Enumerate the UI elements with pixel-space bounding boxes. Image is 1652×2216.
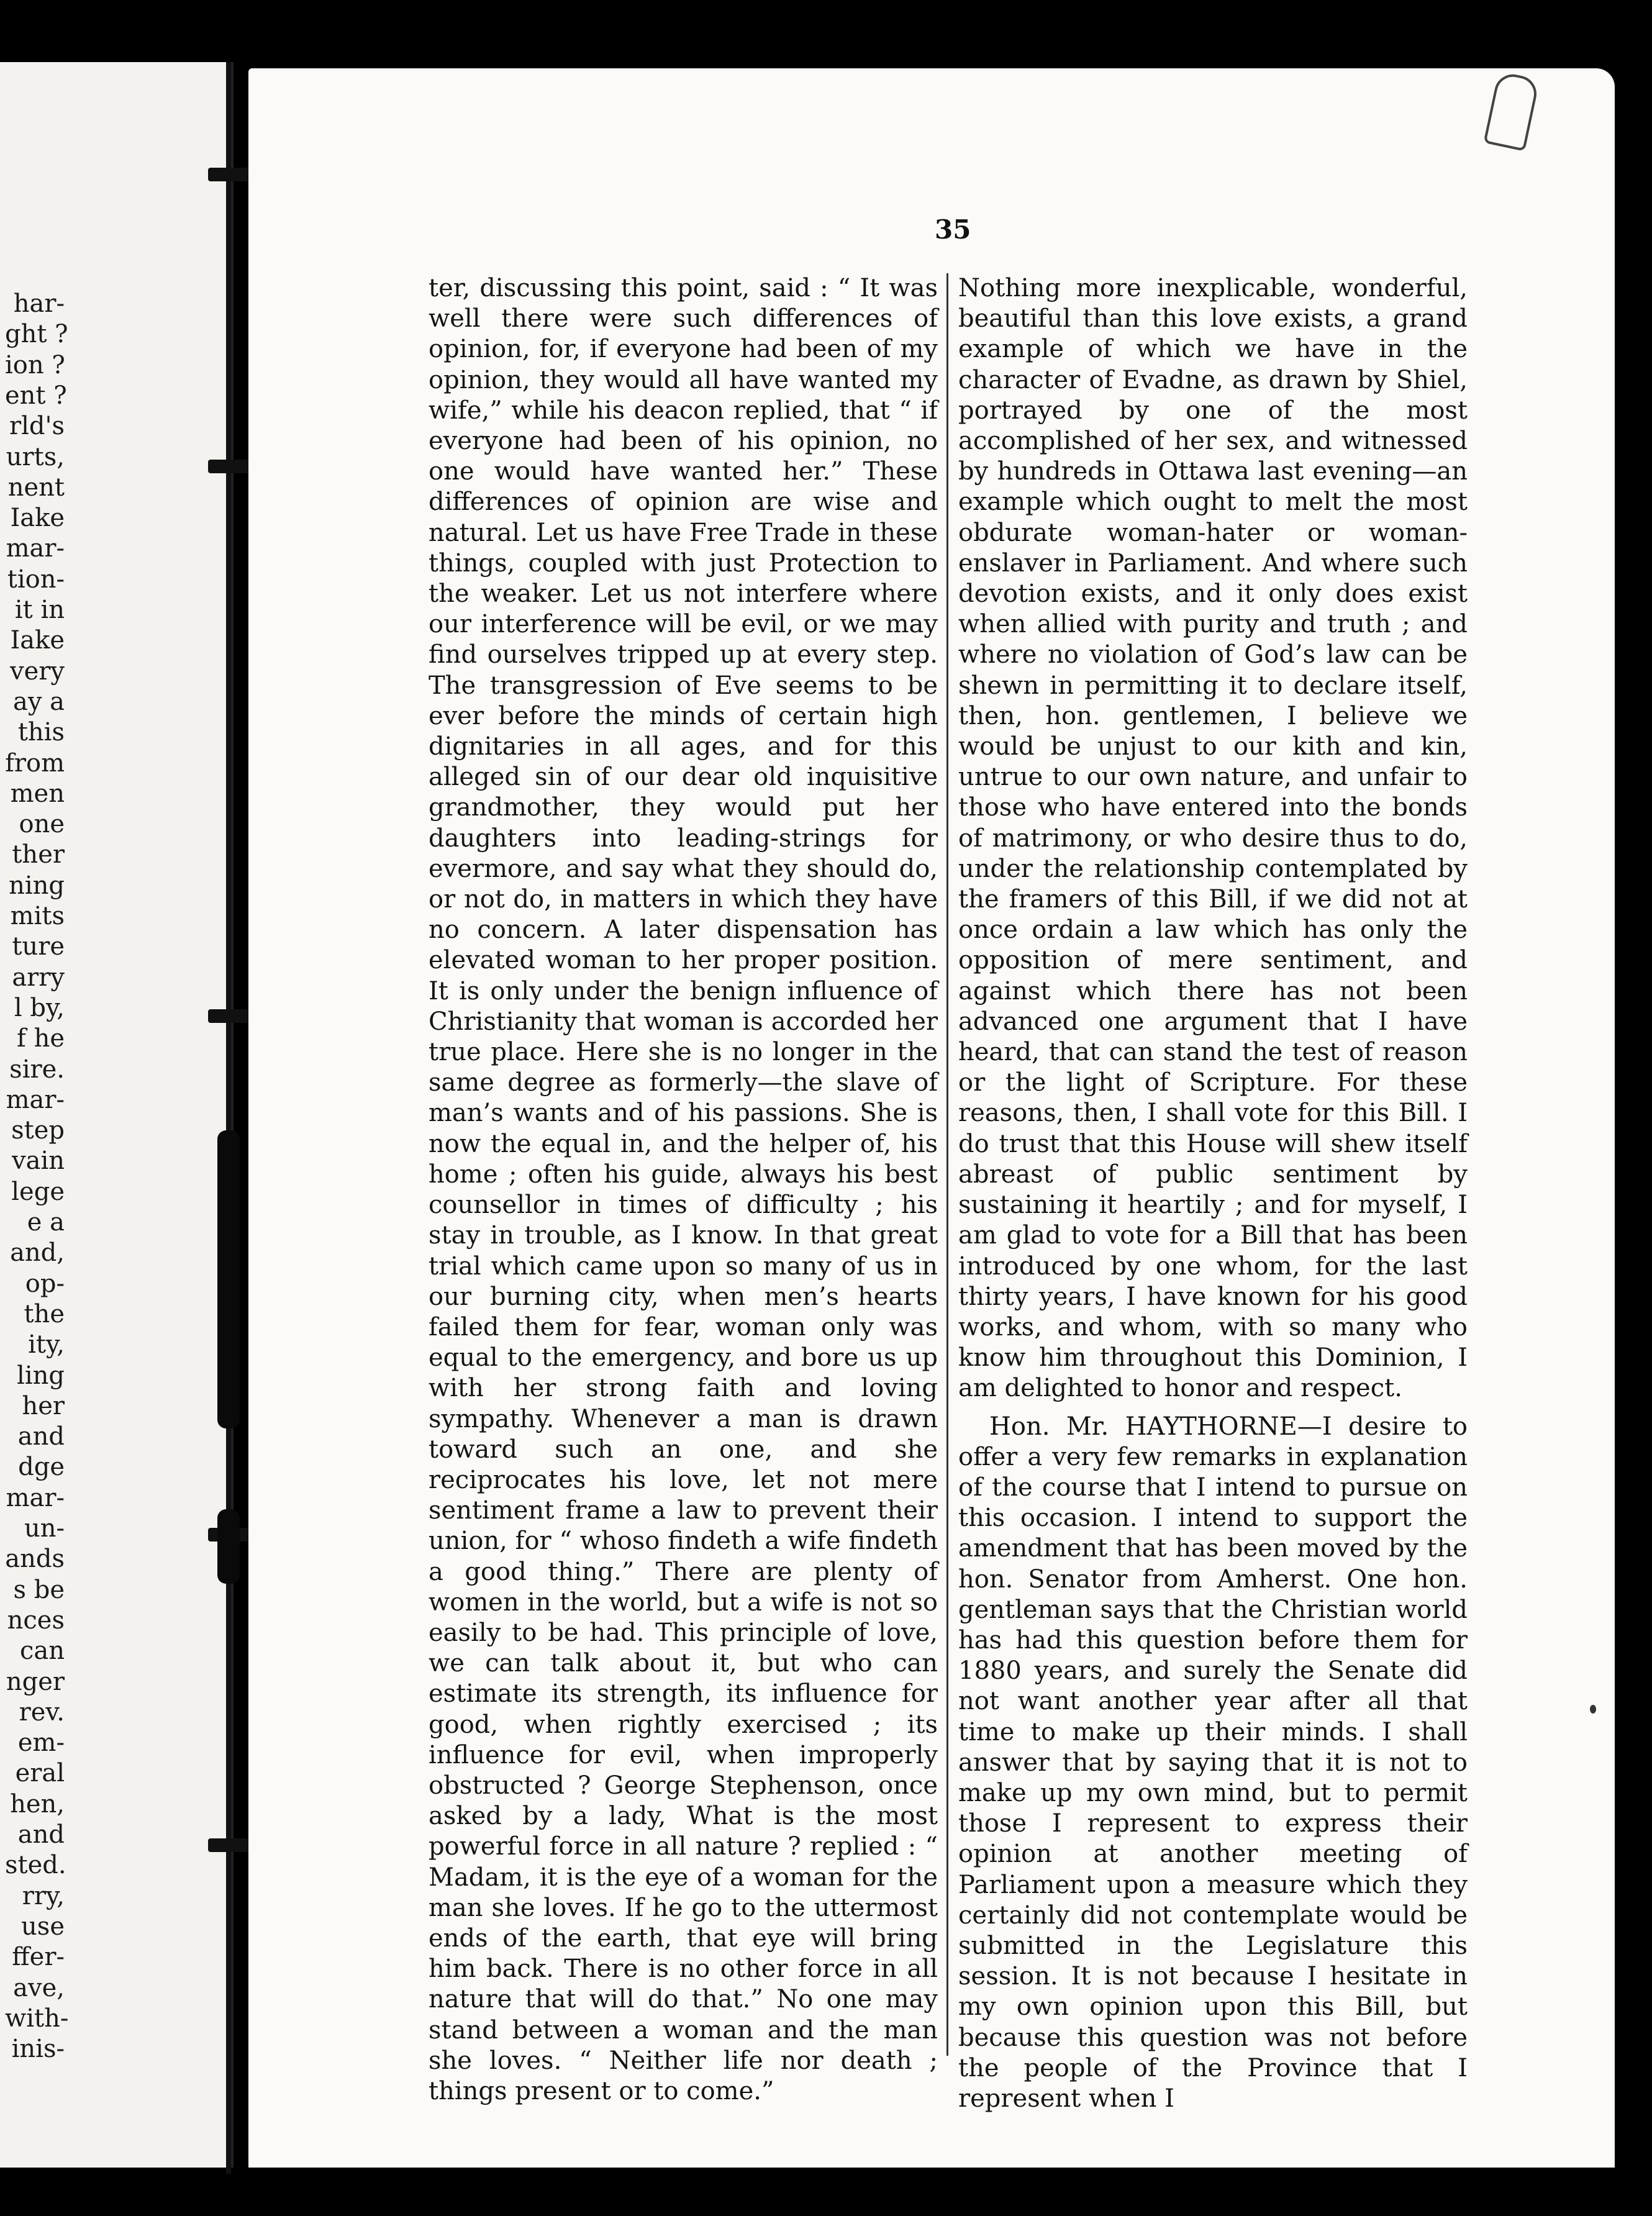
left-page-text-fragment: f he xyxy=(17,1024,65,1053)
left-page-text-fragment: har- xyxy=(13,289,65,318)
left-page-text-fragment: Iake xyxy=(10,626,65,655)
left-page-text-fragment: ave, xyxy=(13,1973,65,2002)
left-page-text-fragment: l by, xyxy=(14,993,65,1022)
binding-stitch xyxy=(208,168,252,181)
left-page-text-fragment: the xyxy=(24,1299,65,1328)
left-page-text-fragment: op- xyxy=(25,1269,65,1298)
left-page-text-fragment: nent xyxy=(7,473,65,502)
left-page-text-fragment: ght ? xyxy=(5,320,68,349)
page-number: 35 xyxy=(935,214,971,245)
left-page-text-fragment: un- xyxy=(24,1514,65,1543)
left-page-text-fragment: mits xyxy=(10,902,65,930)
left-page-text-fragment: and, xyxy=(10,1238,65,1268)
left-page-text-fragment: her xyxy=(22,1391,65,1420)
left-page-text-fragment: urts, xyxy=(6,442,65,471)
left-page-text-fragment: mar- xyxy=(6,534,65,563)
left-page-text-fragment: rev. xyxy=(19,1697,65,1727)
left-page-text-fragment: mar- xyxy=(6,1483,65,1512)
left-page-text-fragment: inis- xyxy=(11,2035,65,2064)
left-page-text-fragment: nces xyxy=(7,1605,65,1635)
left-page-text-fragment: ion ? xyxy=(5,350,65,379)
left-page-text-fragment: it in xyxy=(14,596,65,624)
left-page-text-fragment: ent ? xyxy=(5,381,67,410)
binding-glue xyxy=(217,1130,240,1428)
book-spine-binding xyxy=(211,62,248,2174)
left-page-text-fragment: ning xyxy=(9,871,65,900)
left-page-text-fragment: em- xyxy=(17,1728,65,1758)
left-page-text-fragment: very xyxy=(10,656,65,686)
left-page-text-fragment: and xyxy=(17,1422,65,1451)
left-page-text-fragment: eral xyxy=(15,1759,65,1788)
binding-thread xyxy=(226,62,231,2174)
left-page-text-fragment: mar- xyxy=(6,1085,65,1114)
left-page-text-fragment: step xyxy=(11,1116,65,1145)
left-page-text-fragment: vain xyxy=(12,1147,65,1176)
binding-glue xyxy=(217,1509,240,1584)
ink-speck xyxy=(1590,1705,1596,1714)
left-page-text-fragment: with- xyxy=(5,2004,69,2033)
binding-stitch xyxy=(208,460,252,473)
text-column-left xyxy=(429,273,938,2107)
left-page-text-fragment: one xyxy=(19,810,65,839)
left-page-text-fragment: and xyxy=(17,1820,65,1849)
left-page-text-fragment: rld's xyxy=(9,412,65,441)
left-page-text-fragment: can xyxy=(19,1637,65,1666)
left-page-text-fragment: e a xyxy=(27,1208,65,1237)
left-page-text-fragment: sire. xyxy=(9,1055,65,1084)
left-page-text-fragment: from xyxy=(5,748,65,778)
binding-stitch xyxy=(208,1838,252,1852)
left-page-text-fragment: tion- xyxy=(7,565,65,594)
left-page-text-fragment: men xyxy=(10,779,65,808)
left-page-text-fragment: ay a xyxy=(12,687,65,716)
left-page-text-fragment: arry xyxy=(12,963,65,992)
left-page-text-fragment: Iake xyxy=(10,504,65,533)
column-divider xyxy=(946,273,948,2056)
paragraph: Nothing more inexplicable, wonderful, beautiful than this love exists, a grand example of which we have in the character of Evadne, as drawn by Shiel, portrayed by one of the most accomplished of her sex, and witnessed by hundreds in Ottawa last evening—an example which ought to melt the most obdurate woman-hater or woman-enslaver in Parliament. And where such devotion exists, and it only does exist when allied with purity and truth ; and where no violation of God’s law can be shewn in permitting it to declare itself, then, hon. gentlemen, I believe we would be unjust to our kith and kin, untrue to our own nature, and unfair to those who have entered into the bonds of matrimony, or who desire thus to do, under the relationship contemplated by the framers of this Bill, if we did not at once ordain a law which has only the opposition of mere sentiment, and against which there has not been advanced one argument that I have heard, that can stand the test of reason or the light of Scripture. For these reasons, then, I shall vote for this Bill. I do trust that this House will shew itself abreast of public sentiment by sustaining it heartily ; and for myself, I am glad to vote for a Bill that has been introduced by one whom, for the last thirty years, I have known for his good works, and whom, with so many who know him throughout this Dominion, I am delighted to honor and respect. xyxy=(958,274,1468,1403)
text-column-right xyxy=(958,273,1468,2114)
left-page-text-fragment: sted. xyxy=(5,1851,66,1880)
paragraph: Hon. Mr. HAYTHORNE—I desire to offer a very few remarks in explanation of the course that I intend to pursue on this occasion. I intend to support the amendment that has been moved by the hon. Senator from Amherst. One hon. gentleman says that the Christian world has had this question before them for 1880 years, and surely the Senate did not want another year after all that time to make up their minds. I shall answer that by saying that it is not to make up my own mind, but to permit those I represent to express their opinion at another meeting of Parliament upon a measure which they certainly did not contemplate would be submitted in the Legislature this session. It is not because I hesitate in my own opinion upon this Bill, but because this question was not before the people of the Province that I represent when I xyxy=(958,1412,1468,2113)
left-page-text-fragment: dge xyxy=(18,1453,65,1482)
left-page-text-fragment: ture xyxy=(12,932,65,961)
left-page-text-fragment: ling xyxy=(17,1361,65,1390)
left-page-text-fragment: this xyxy=(17,718,65,747)
left-page-text-fragment: s be xyxy=(13,1575,65,1604)
paragraph: ter, discussing this point, said : “ It was well there were such differences of opinion, for, if everyone had been of my opinion, they would all have wanted my wife,” while his deacon replied, that “ if everyone had been of his opinion, no one would have wanted her.” These differences of opinion are wise and natural. Let us have Free Trade in these things, coupled with just Protection to the weaker. Let us not interfere where our interference will be evil, or we may find ourselves tripped up at every step. The transgression of Eve seems to be ever before the minds of certain high dignitaries in all ages, and for this alleged sin of our dear old inquisitive grandmother, they would put her daughters into leading-strings for evermore, and say what they should do, or not do, in matters in which they have no concern. A later dispensation has elevated woman to her proper position. It is only under the benign influence of Christianity that woman is accorded her true place. Here she is no longer in the same degree as formerly—the slave of man’s wants and of his passions. She is now the equal in, and the helper of, his home ; often his guide, always his best counsellor in times of difficulty ; his stay in trouble, as I know. In that great trial which came upon so many of us in our burning city, when men’s hearts failed them for fear, woman only was equal to the emergency, and bore us up with her strong faith and loving sympathy. Whenever a man is drawn toward such an one, and she reciprocates his love, let not mere sentiment frame a law to prevent their union, for “ whoso findeth a wife findeth a good thing.” There are plenty of women in the world, but a wife is not so easily to be had. This principle of love, we can talk about it, but who can estimate its strength, its influence for good, when rightly exercised ; its influence for evil, when improperly obstructed ? George Stephenson, once asked by a lady, What is the most powerful force in all nature ? replied : “ Madam, it is the eye of a woman for the man she loves. If he go to the uttermost ends of the earth, that eye will bring him back. There is no other force in all nature that will do that.” No one may stand between a woman and the man she loves. “ Neither life nor death ; things present or to come.” xyxy=(429,274,938,2105)
binding-stitch xyxy=(208,1009,252,1023)
left-page-text-fragment: rry, xyxy=(22,1881,65,1910)
left-page-text-fragment: ther xyxy=(12,840,65,870)
scan-background xyxy=(0,0,1652,68)
left-page-text-fragment: ity, xyxy=(28,1330,65,1360)
left-page-text-fragment: hen, xyxy=(10,1789,65,1819)
left-page-text-fragment: nger xyxy=(6,1667,65,1696)
left-page-edge xyxy=(0,62,234,2168)
left-page-text-fragment: use xyxy=(21,1912,65,1941)
left-page-text-fragment: lege xyxy=(11,1177,65,1206)
left-page-text-fragment: ands xyxy=(5,1545,65,1574)
left-page-text-fragment: ffer- xyxy=(12,1943,65,1972)
